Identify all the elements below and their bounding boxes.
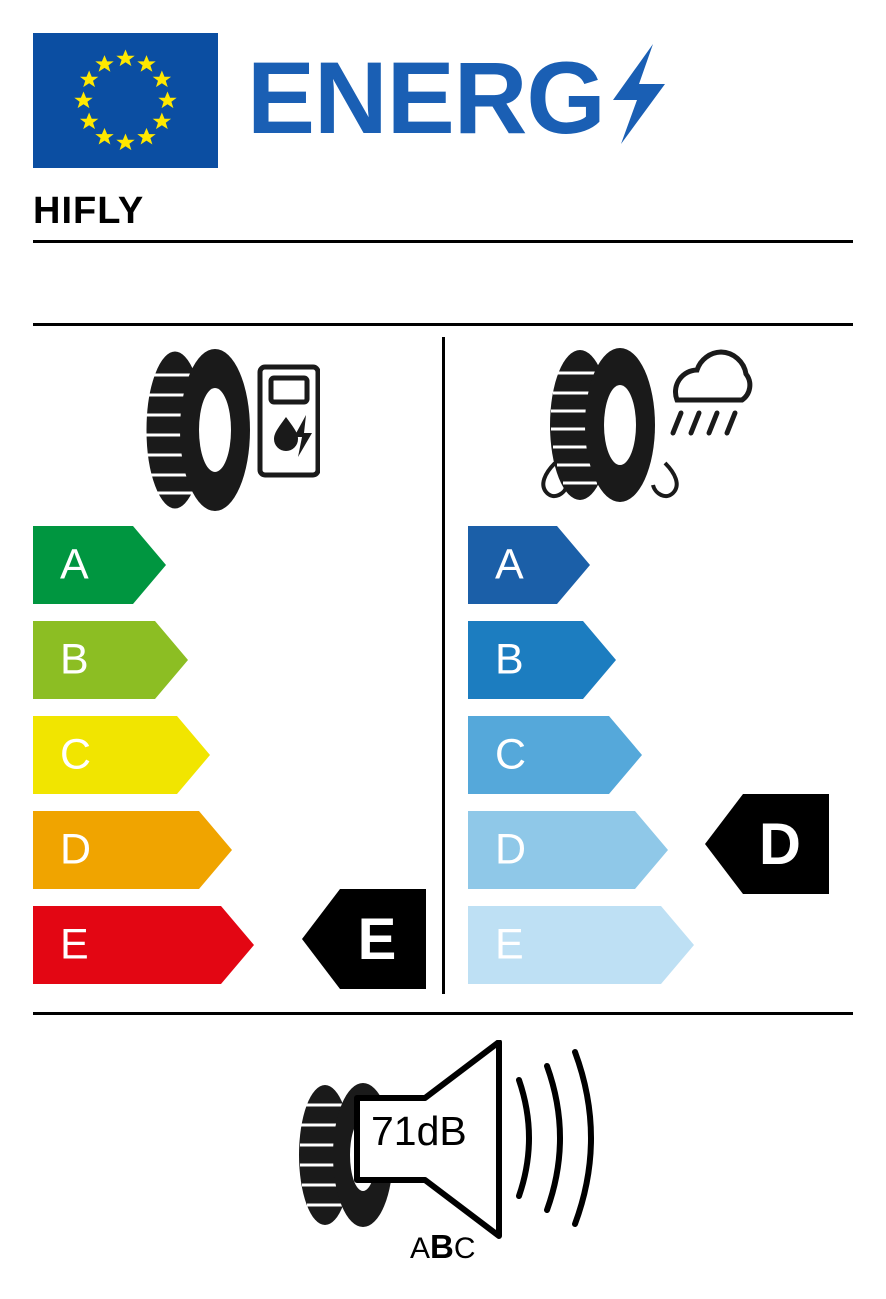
fuel-grade-a — [33, 526, 254, 604]
wet-grade-e-letter: E — [495, 920, 524, 969]
fuel-grade-d-letter: D — [60, 825, 92, 874]
fuel-grade-b-letter: B — [60, 635, 89, 684]
divider-bottom — [33, 1012, 853, 1015]
fuel-grade-c-letter: C — [60, 730, 92, 779]
tyre-fuel-pump-icon — [120, 345, 320, 520]
wet-grade-d — [468, 811, 694, 889]
noise-class-indicator — [410, 1228, 476, 1266]
noise-decibel-value: 71dB — [371, 1108, 467, 1154]
noise-class-b: B — [430, 1228, 454, 1265]
brand-name: HIFLY — [33, 190, 145, 232]
wet-grade-c — [468, 716, 694, 794]
fuel-result-letter: E — [357, 906, 397, 972]
noise-class-c: C — [453, 1232, 476, 1265]
wet-grip-scale — [468, 526, 694, 1001]
divider-vertical — [442, 337, 445, 994]
noise-class-a: A — [410, 1232, 431, 1265]
wet-grade-b — [468, 621, 694, 699]
energy-word-text: ENERG — [247, 41, 605, 155]
fuel-efficiency-scale — [33, 526, 254, 1001]
wet-grade-a-letter: A — [495, 540, 524, 589]
fuel-grade-e-letter: E — [60, 920, 89, 969]
wet-grade-a — [468, 526, 694, 604]
lightning-bolt-icon — [607, 44, 669, 149]
wet-grade-b-letter: B — [495, 635, 524, 684]
fuel-grade-d — [33, 811, 254, 889]
fuel-grade-b — [33, 621, 254, 699]
wet-grip-result — [705, 794, 829, 894]
eu-flag-icon — [33, 33, 218, 168]
divider-top — [33, 240, 853, 243]
tyre-rain-cloud-icon — [525, 345, 755, 520]
fuel-grade-e — [33, 906, 254, 984]
wet-grade-d-letter: D — [495, 825, 527, 874]
energy-wordmark — [247, 41, 669, 155]
wet-grade-e — [468, 906, 694, 984]
fuel-grade-a-letter: A — [60, 540, 89, 589]
wet-result-letter: D — [759, 811, 801, 877]
fuel-grade-c — [33, 716, 254, 794]
fuel-efficiency-result — [302, 889, 426, 989]
divider-middle — [33, 323, 853, 326]
wet-grade-c-letter: C — [495, 730, 527, 779]
